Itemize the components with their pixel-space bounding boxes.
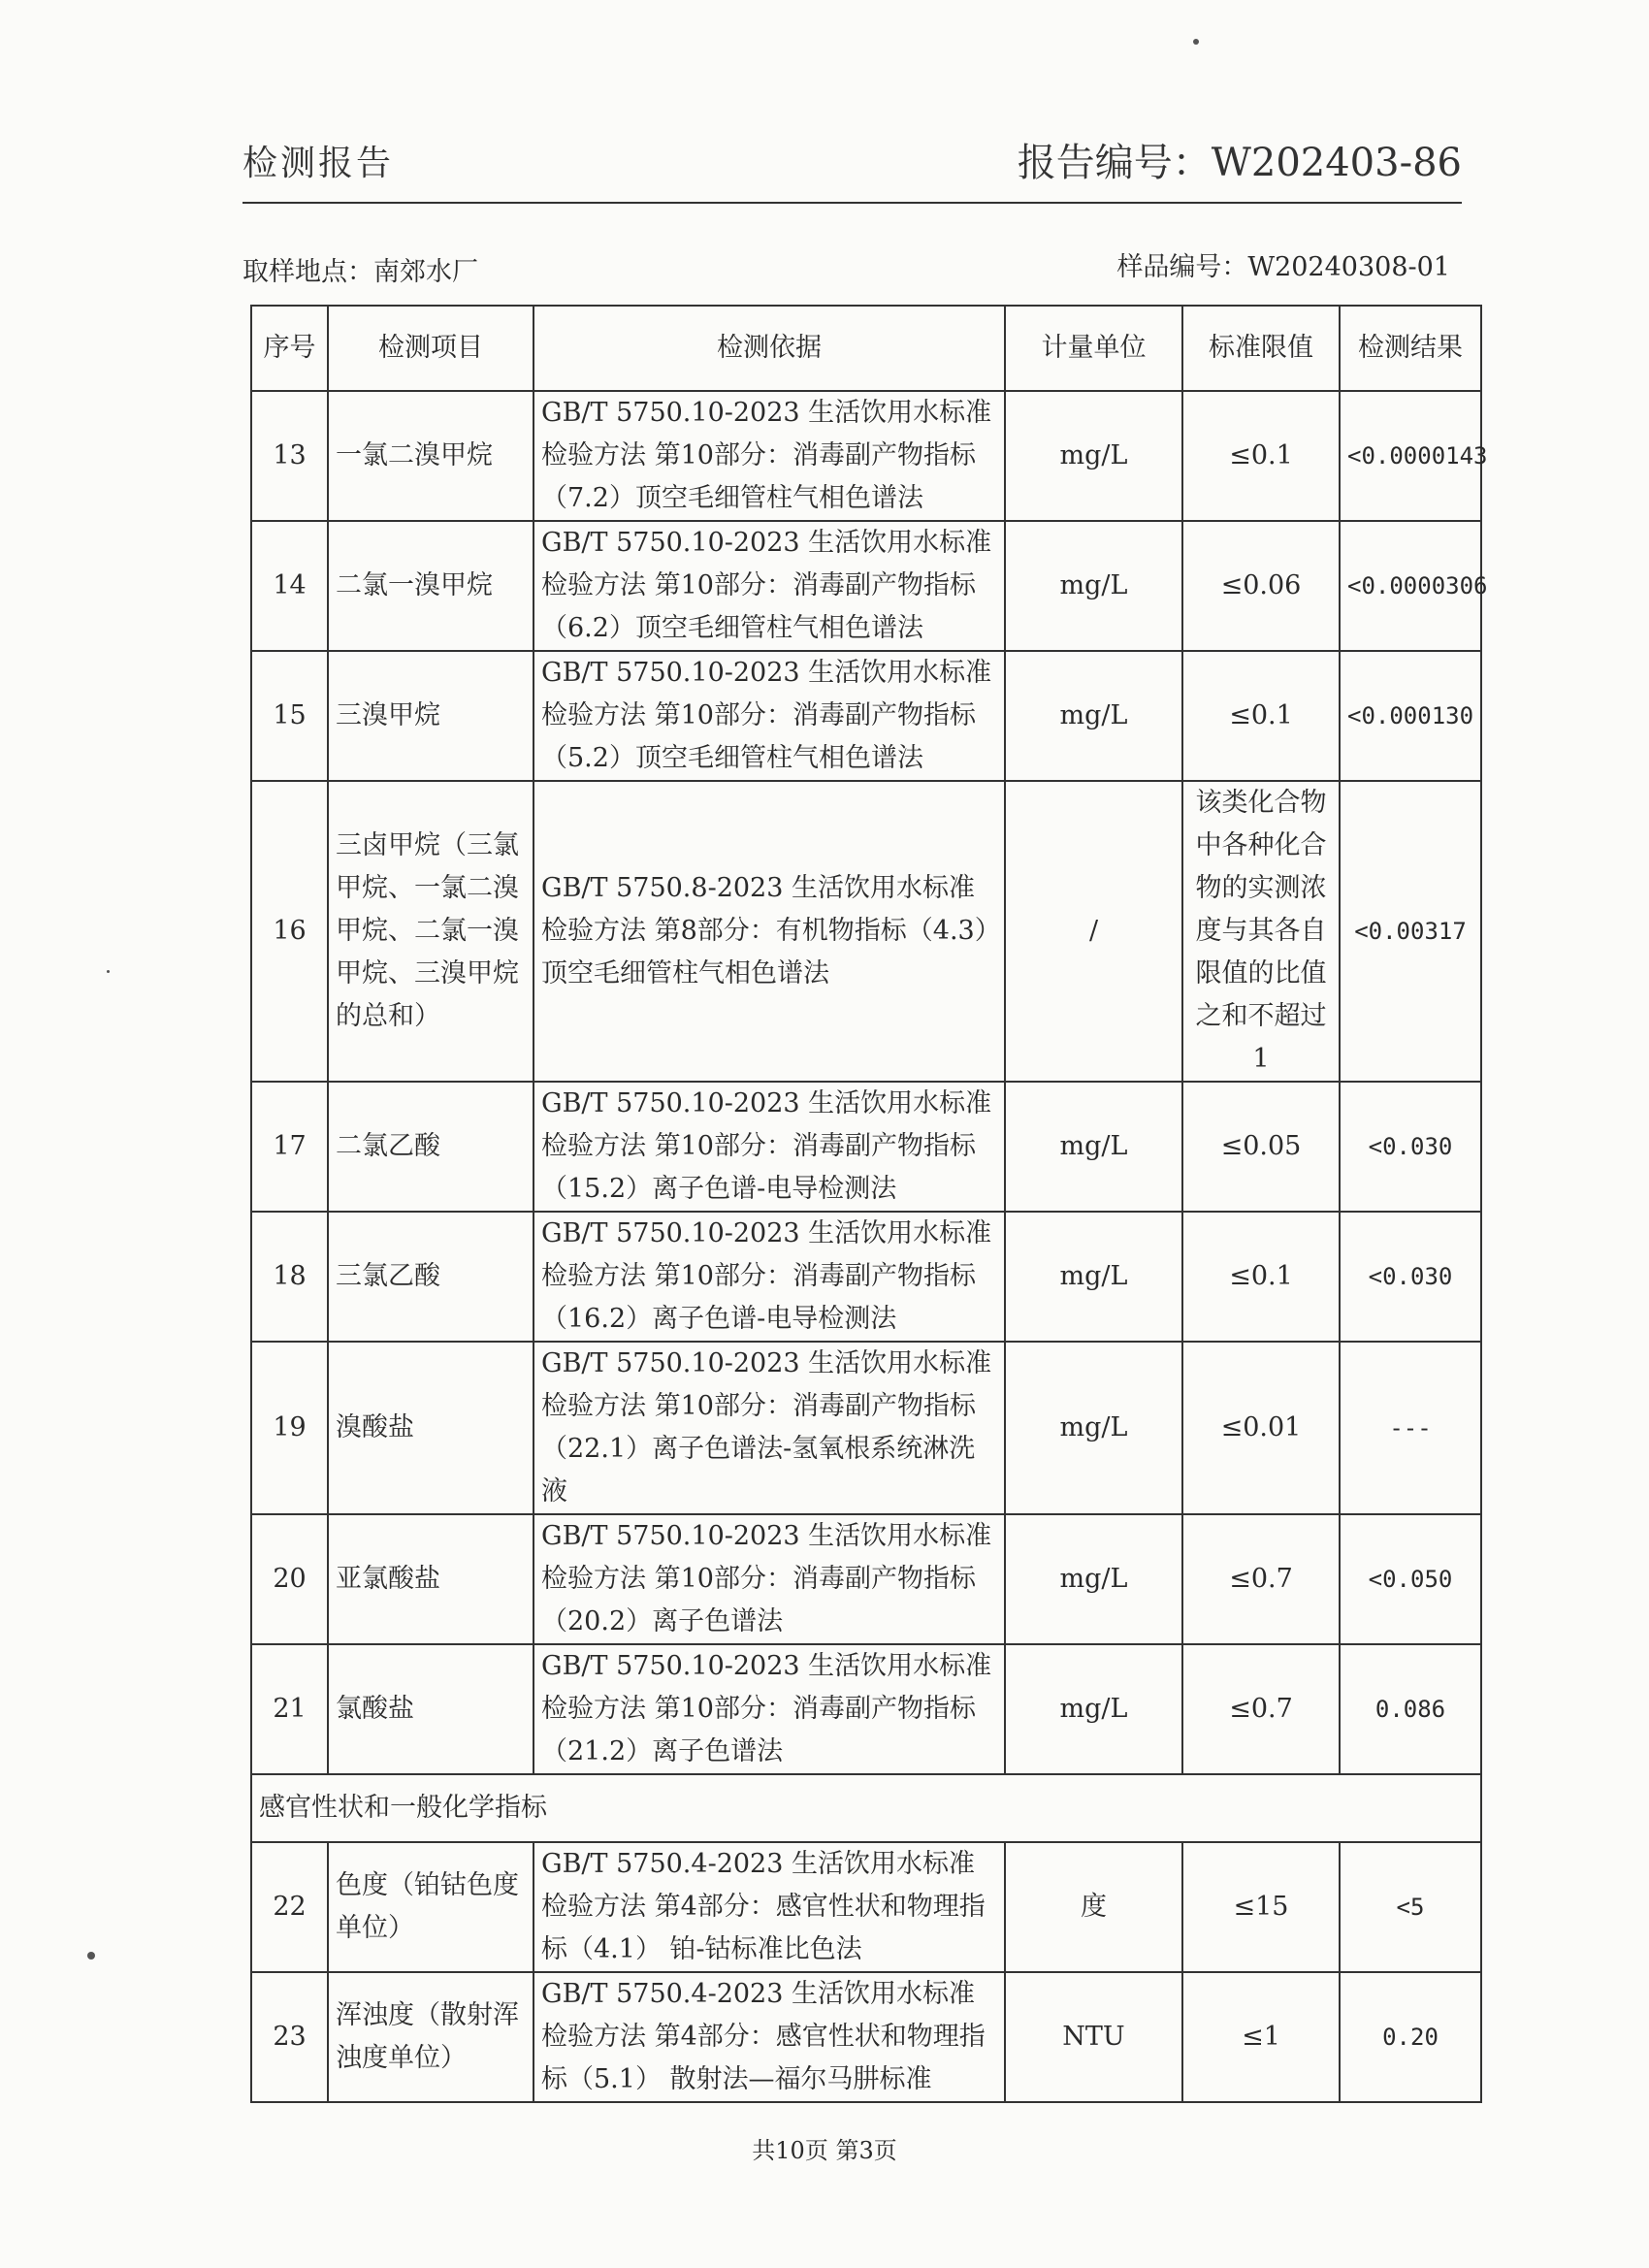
cell-unit: / — [1005, 781, 1182, 1082]
cell-item: 三卤甲烷（三氯甲烷、一氯二溴甲烷、二氯一溴甲烷、三溴甲烷的总和） — [328, 781, 534, 1082]
table-row — [251, 1212, 1481, 1342]
cell-result: <5 — [1340, 1842, 1481, 1972]
cell-item: 溴酸盐 — [328, 1342, 534, 1514]
cell-result: 0.20 — [1340, 1972, 1481, 2102]
header-limit: 标准限值 — [1182, 306, 1340, 391]
cell-basis: GB/T 5750.10-2023 生活饮用水标准检验方法 第10部分：消毒副产物指标（22.1）离子色谱法-氢氧根系统淋洗液 — [534, 1342, 1005, 1514]
header-basis: 检测依据 — [534, 306, 1005, 391]
header-result: 检测结果 — [1340, 306, 1481, 391]
cell-basis: GB/T 5750.8-2023 生活饮用水标准检验方法 第8部分：有机物指标（4.3）顶空毛细管柱气相色谱法 — [534, 781, 1005, 1082]
cell-basis: GB/T 5750.10-2023 生活饮用水标准检验方法 第10部分：消毒副产物指标（20.2）离子色谱法 — [534, 1514, 1005, 1644]
cell-limit: ≤1 — [1182, 1972, 1340, 2102]
cell-no: 23 — [251, 1972, 328, 2102]
cell-unit: mg/L — [1005, 1082, 1182, 1212]
cell-basis: GB/T 5750.4-2023 生活饮用水标准检验方法 第4部分：感官性状和物理指标（5.1） 散射法—福尔马肼标准 — [534, 1972, 1005, 2102]
cell-item: 色度（铂钴色度单位） — [328, 1842, 534, 1972]
cell-limit: ≤0.1 — [1182, 391, 1340, 521]
cell-basis: GB/T 5750.10-2023 生活饮用水标准检验方法 第10部分：消毒副产物指标（16.2）离子色谱-电导检测法 — [534, 1212, 1005, 1342]
cell-unit: mg/L — [1005, 521, 1182, 651]
cell-unit: 度 — [1005, 1842, 1182, 1972]
table-row — [251, 521, 1481, 651]
cell-limit: ≤0.7 — [1182, 1514, 1340, 1644]
cell-unit: mg/L — [1005, 391, 1182, 521]
cell-no: 20 — [251, 1514, 328, 1644]
cell-basis: GB/T 5750.10-2023 生活饮用水标准检验方法 第10部分：消毒副产物指标（6.2）顶空毛细管柱气相色谱法 — [534, 521, 1005, 651]
table-row — [251, 1082, 1481, 1212]
cell-result: --- — [1340, 1342, 1481, 1514]
cell-no: 18 — [251, 1212, 328, 1342]
cell-item: 三溴甲烷 — [328, 651, 534, 781]
cell-basis: GB/T 5750.10-2023 生活饮用水标准检验方法 第10部分：消毒副产物指标 （15.2）离子色谱-电导检测法 — [534, 1082, 1005, 1212]
table-row — [251, 1514, 1481, 1644]
cell-unit: mg/L — [1005, 1212, 1182, 1342]
results-table — [250, 305, 1488, 2103]
table-row — [251, 1644, 1481, 1774]
cell-result: <0.000130 — [1340, 651, 1481, 781]
cell-result: <0.0000306 — [1340, 521, 1481, 651]
cell-limit: ≤0.1 — [1182, 651, 1340, 781]
table-row — [251, 391, 1481, 521]
cell-unit: mg/L — [1005, 1342, 1182, 1514]
page-footer: 共10页 第3页 — [752, 2137, 897, 2164]
cell-limit: ≤0.1 — [1182, 1212, 1340, 1342]
sample-number: 样品编号：W20240308-01 — [1116, 252, 1450, 282]
cell-no: 17 — [251, 1082, 328, 1212]
cell-item: 一氯二溴甲烷 — [328, 391, 534, 521]
cell-item: 浑浊度（散射浑浊度单位） — [328, 1972, 534, 2102]
cell-unit: mg/L — [1005, 1644, 1182, 1774]
cell-item: 二氯乙酸 — [328, 1082, 534, 1212]
scan-speck — [1193, 39, 1199, 45]
header-no: 序号 — [251, 306, 328, 391]
cell-basis: GB/T 5750.10-2023 生活饮用水标准检验方法 第10部分：消毒副产物指标（5.2）顶空毛细管柱气相色谱法 — [534, 651, 1005, 781]
cell-basis: GB/T 5750.4-2023 生活饮用水标准检验方法 第4部分：感官性状和物理指标（4.1） 铂-钴标准比色法 — [534, 1842, 1005, 1972]
table-row — [251, 651, 1481, 781]
table-row — [251, 781, 1481, 1082]
cell-no: 14 — [251, 521, 328, 651]
cell-result: <0.00317 — [1340, 781, 1481, 1082]
cell-no: 15 — [251, 651, 328, 781]
section-row — [251, 1774, 1481, 1842]
cell-unit: mg/L — [1005, 651, 1182, 781]
cell-no: 21 — [251, 1644, 328, 1774]
cell-unit: NTU — [1005, 1972, 1182, 2102]
cell-basis: GB/T 5750.10-2023 生活饮用水标准检验方法 第10部分：消毒副产物指标（7.2）顶空毛细管柱气相色谱法 — [534, 391, 1005, 521]
table-row — [251, 1842, 1481, 1972]
cell-limit: ≤0.05 — [1182, 1082, 1340, 1212]
cell-no: 16 — [251, 781, 328, 1082]
cell-item: 氯酸盐 — [328, 1644, 534, 1774]
table-header-row — [251, 306, 1481, 391]
cell-limit: 该类化合物中各种化合物的实测浓度与其各自限值的比值之和不超过1 — [1182, 781, 1340, 1082]
table-row — [251, 1972, 1481, 2102]
cell-item: 二氯一溴甲烷 — [328, 521, 534, 651]
header-rule — [242, 202, 1462, 204]
report-number: 报告编号：W202403-86 — [1017, 141, 1462, 185]
cell-no: 22 — [251, 1842, 328, 1972]
scan-speck — [107, 970, 110, 973]
scan-speck — [87, 1952, 95, 1960]
header-unit: 计量单位 — [1005, 306, 1182, 391]
section-title: 感官性状和一般化学指标 — [251, 1774, 1481, 1842]
cell-basis: GB/T 5750.10-2023 生活饮用水标准检验方法 第10部分：消毒副产物指标（21.2）离子色谱法 — [534, 1644, 1005, 1774]
cell-unit: mg/L — [1005, 1514, 1182, 1644]
cell-no: 19 — [251, 1342, 328, 1514]
sampling-location: 取样地点：南郊水厂 — [242, 257, 478, 287]
cell-limit: ≤0.06 — [1182, 521, 1340, 651]
cell-item: 三氯乙酸 — [328, 1212, 534, 1342]
cell-item: 亚氯酸盐 — [328, 1514, 534, 1644]
cell-result: 0.086 — [1340, 1644, 1481, 1774]
cell-result: <0.030 — [1340, 1212, 1481, 1342]
table-row — [251, 1342, 1481, 1514]
cell-result: <0.050 — [1340, 1514, 1481, 1644]
header-item: 检测项目 — [328, 306, 534, 391]
cell-result: <0.0000143 — [1340, 391, 1481, 521]
cell-no: 13 — [251, 391, 328, 521]
cell-limit: ≤0.7 — [1182, 1644, 1340, 1774]
cell-limit: ≤0.01 — [1182, 1342, 1340, 1514]
cell-limit: ≤15 — [1182, 1842, 1340, 1972]
cell-result: <0.030 — [1340, 1082, 1481, 1212]
report-title: 检测报告 — [242, 144, 395, 183]
